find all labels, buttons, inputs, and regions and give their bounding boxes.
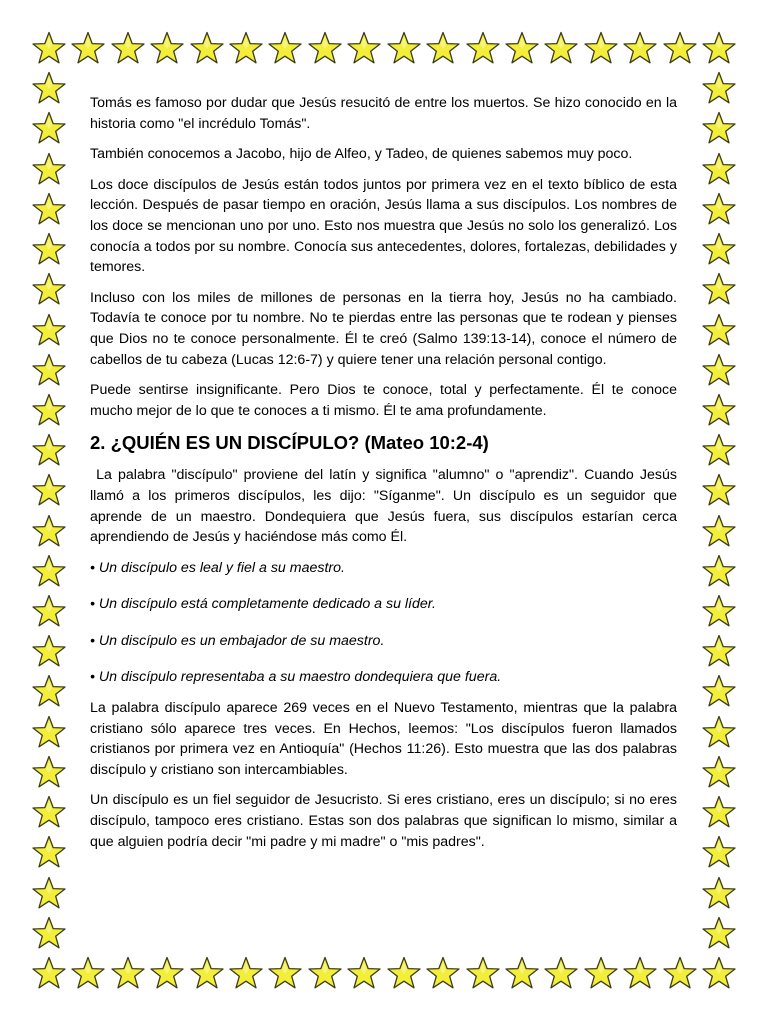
star-icon — [702, 674, 736, 708]
star-icon — [32, 433, 66, 467]
star-icon — [702, 916, 736, 950]
star-icon — [544, 956, 578, 990]
paragraph: La palabra discípulo aparece 269 veces en el Nuevo Testamento, mientras que la palabra cristiano sólo aparece tres veces. En Hechos, leemos: "Los discípulos fueron llamados cristianos por primera vez en Antioquía" (Hechos 11:26). Esto muestra que las dos palabras discípulo y cristiano son intercambiables. — [90, 700, 677, 778]
star-icon — [32, 594, 66, 628]
star-icon — [702, 313, 736, 347]
bullet-item: • Un discípulo está completamente dedicado a su líder. — [90, 596, 436, 613]
star-icon — [308, 31, 342, 65]
star-icon — [702, 594, 736, 628]
star-icon — [466, 956, 500, 990]
star-icon — [71, 31, 105, 65]
star-icon — [32, 111, 66, 145]
intro-paragraph: La palabra "discípulo" proviene del latín y significa "alumno" o "aprendiz". Cuando Jesús llamó a los primeros discípulos, les dijo: "Síganme". Un discípulo es un seguidor que aprende de un maestro. Dondequiera que Jesús fuera, sus discípulos estarían cerca aprendiendo de Jesús y haciéndose más como Él. — [90, 467, 681, 546]
star-icon — [32, 313, 66, 347]
star-icon — [111, 31, 145, 65]
star-icon — [71, 956, 105, 990]
section-heading: 2. ¿QUIÉN ES UN DISCÍPULO? (Mateo 10:2-4) — [90, 432, 489, 454]
star-icon — [150, 956, 184, 990]
star-icon — [505, 31, 539, 65]
bullet-item: • Un discípulo es leal y fiel a su maestro. — [90, 559, 345, 576]
star-icon — [347, 31, 381, 65]
bullet-item: • Un discípulo representaba a su maestro dondequiera que fuera. — [90, 669, 502, 686]
star-icon — [702, 715, 736, 749]
star-icon — [702, 152, 736, 186]
star-icon — [466, 31, 500, 65]
star-icon — [702, 353, 736, 387]
star-icon — [268, 31, 302, 65]
star-icon — [387, 31, 421, 65]
star-icon — [32, 956, 66, 990]
star-icon — [32, 876, 66, 910]
star-icon — [190, 956, 224, 990]
paragraph: También conocemos a Jacobo, hijo de Alfeo, y Tadeo, de quienes sabemos muy poco. — [90, 146, 633, 163]
star-icon — [32, 393, 66, 427]
star-icon — [584, 31, 618, 65]
star-icon — [190, 31, 224, 65]
star-icon — [426, 956, 460, 990]
paragraph: Incluso con los miles de millones de personas en la tierra hoy, Jesús no ha cambiado. Todavía te conoce por tu nombre. No te pierdas entre las personas que te rodean y pienses que Dios no te conoce personalmente. Él te creó (Salmo 139:13-14), conoce el número de cabellos de tu cabeza (Lucas 12:6-7) y quiere tener una relación personal contigo. — [90, 289, 677, 368]
star-icon — [702, 554, 736, 588]
star-icon — [505, 956, 539, 990]
star-icon — [32, 232, 66, 266]
star-icon — [32, 152, 66, 186]
star-icon — [702, 111, 736, 145]
star-icon — [268, 956, 302, 990]
star-icon — [702, 393, 736, 427]
star-icon — [32, 674, 66, 708]
star-icon — [32, 71, 66, 105]
star-icon — [32, 272, 66, 306]
star-icon — [32, 31, 66, 65]
star-icon — [111, 956, 145, 990]
star-icon — [702, 634, 736, 668]
document-body — [90, 93, 681, 862]
star-icon — [229, 31, 263, 65]
star-icon — [623, 31, 657, 65]
star-icon — [32, 835, 66, 869]
star-icon — [150, 31, 184, 65]
star-icon — [663, 31, 697, 65]
star-icon — [544, 31, 578, 65]
star-icon — [32, 473, 66, 507]
star-icon — [308, 956, 342, 990]
star-icon — [702, 31, 736, 65]
star-icon — [32, 353, 66, 387]
star-icon — [32, 715, 66, 749]
star-icon — [387, 956, 421, 990]
star-icon — [229, 956, 263, 990]
paragraph: Un discípulo es un fiel seguidor de Jesucristo. Si eres cristiano, eres un discípulo; si no eres discípulo, tampoco eres cristiano. Estas son dos palabras que significan lo mismo, similar a que alguien podría decir "mi padre y mi madre" o "mis padres". — [90, 792, 677, 850]
star-icon — [702, 71, 736, 105]
star-icon — [32, 554, 66, 588]
paragraph: Los doce discípulos de Jesús están todos juntos por primera vez en el texto bíblico de esta lección. Después de pasar tiempo en oración, Jesús llama a sus discípulos. Los nombres de los doce se mencionan uno por uno. Esto nos muestra que Jesús no solo los generalizó. Los conocía a todos por su nombre. Conocía sus antecedentes, dolores, fortalezas, debilidades y temores. — [90, 176, 677, 276]
star-icon — [702, 755, 736, 789]
star-icon — [702, 835, 736, 869]
star-icon — [426, 31, 460, 65]
star-icon — [32, 755, 66, 789]
paragraph: Puede sentirse insignificante. Pero Dios te conoce, total y perfectamente. Él te conoce mucho mejor de lo que te conoces a ti mismo. Él te ama profundamente. — [90, 382, 677, 419]
star-icon — [702, 232, 736, 266]
star-icon — [702, 795, 736, 829]
star-icon — [702, 956, 736, 990]
star-icon — [32, 514, 66, 548]
paragraph: Tomás es famoso por dudar que Jesús resucitó de entre los muertos. Se hizo conocido en la historia como "el incrédulo Tomás". — [90, 95, 677, 132]
star-icon — [32, 634, 66, 668]
star-icon — [32, 795, 66, 829]
star-icon — [702, 514, 736, 548]
star-icon — [702, 473, 736, 507]
star-icon — [32, 916, 66, 950]
star-icon — [623, 956, 657, 990]
star-icon — [347, 956, 381, 990]
star-icon — [663, 956, 697, 990]
star-icon — [32, 192, 66, 226]
bullet-item: • Un discípulo es un embajador de su maestro. — [90, 632, 385, 649]
star-icon — [702, 272, 736, 306]
star-icon — [584, 956, 618, 990]
star-icon — [702, 876, 736, 910]
star-icon — [702, 192, 736, 226]
star-icon — [702, 433, 736, 467]
